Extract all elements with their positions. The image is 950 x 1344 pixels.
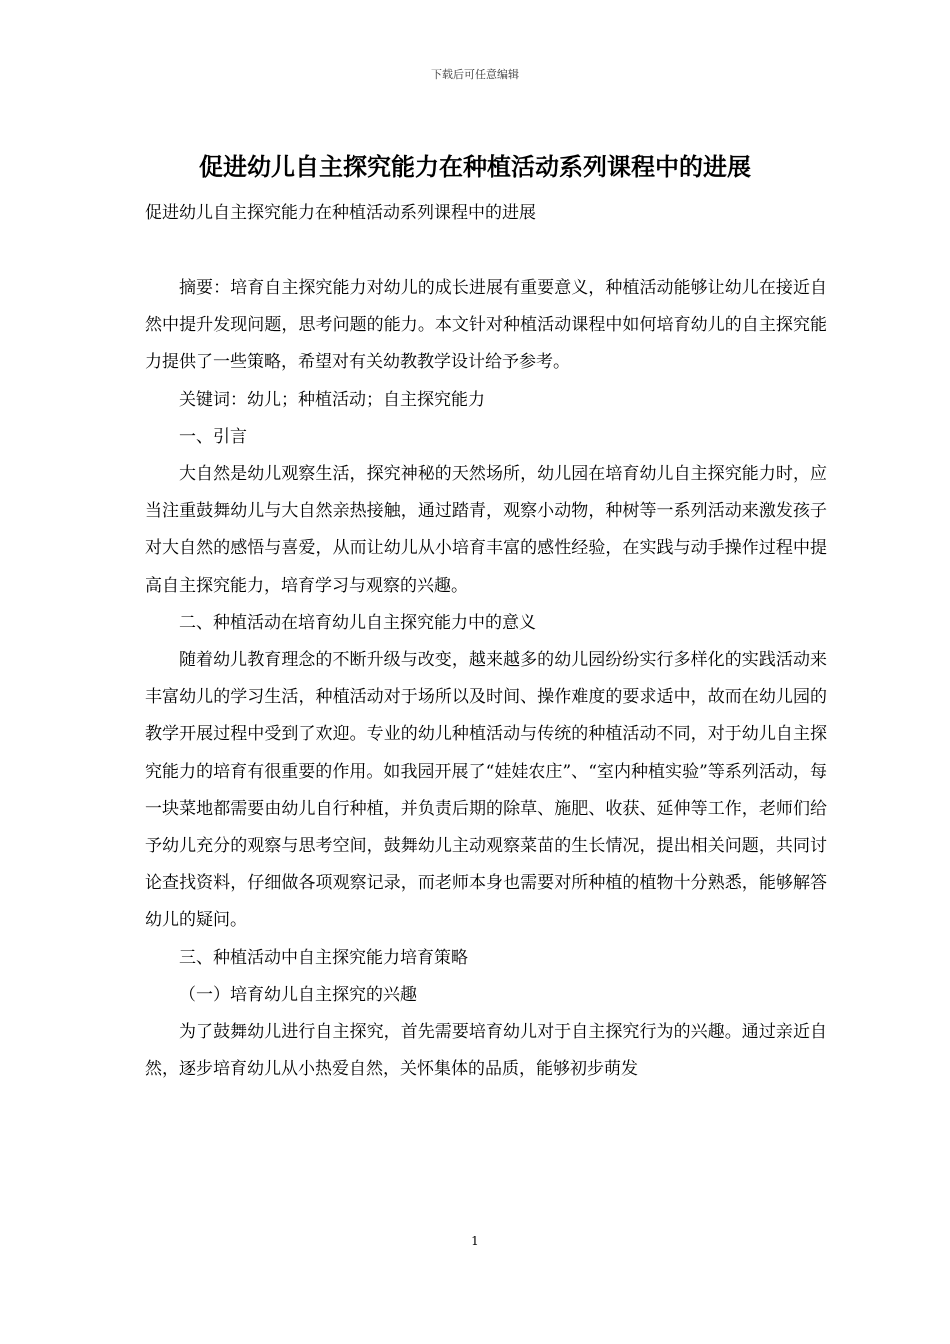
- body-paragraph: 大自然是幼儿观察生活，探究神秘的天然场所，幼儿园在培育幼儿自主探究能力时，应当注重鼓舞幼儿与大自然亲热接触，通过踏青，观察小动物，种树等一系列活动来激发孩子对大自然的感悟与喜爱，从而让幼儿从小培育丰富的感性经验，在实践与动手操作过程中提高自主探究能力，培育学习与观察的兴趣。: [145, 464, 827, 596]
- document-body: [145, 270, 827, 1088]
- keywords-paragraph: 关键词：幼儿；种植活动；自主探究能力: [179, 389, 485, 410]
- body-paragraph: 为了鼓舞幼儿进行自主探究，首先需要培育幼儿对于自主探究行为的兴趣。通过亲近自然，逐步培育幼儿从小热爱自然，关怀集体的品质，能够初步萌发: [145, 1022, 827, 1080]
- document-subtitle: 促进幼儿自主探究能力在种植活动系列课程中的进展: [145, 203, 536, 223]
- page-header: 下载后可任意编辑: [431, 68, 519, 81]
- section-heading-strategies: 三、种植活动中自主探究能力培育策略: [179, 947, 468, 968]
- section-heading-significance: 二、种植活动在培育幼儿自主探究能力中的意义: [179, 612, 536, 633]
- body-paragraph: 随着幼儿教育理念的不断升级与改变，越来越多的幼儿园纷纷实行多样化的实践活动来丰富幼儿的学习生活，种植活动对于场所以及时间、操作难度的要求适中，故而在幼儿园的教学开展过程中受到了欢迎。专业的幼儿种植活动与传统的种植活动不同，对于幼儿自主探究能力的培育有很重要的作用。如我园开展了“娃娃农庄”、“室内种植实验”等系列活动，每一块菜地都需要由幼儿自行种植，并负责后期的除草、施肥、收获、延伸等工作，老师们给予幼儿充分的观察与思考空间，鼓舞幼儿主动观察菜苗的生长情况，提出相关问题，共同讨论查找资料，仔细做各项观察记录，而老师本身也需要对所种植的植物十分熟悉，能够解答幼儿的疑问。: [145, 650, 827, 931]
- abstract-paragraph: 摘要：培育自主探究能力对幼儿的成长进展有重要意义，种植活动能够让幼儿在接近自然中提升发现问题，思考问题的能力。本文针对种植活动课程中如何培育幼儿的自主探究能力提供了一些策略，希望对有关幼教教学设计给予参考。: [145, 278, 827, 373]
- section-heading-introduction: 一、引言: [179, 426, 247, 447]
- page-number: 1: [471, 1234, 479, 1248]
- subsection-heading-interest: （一）培育幼儿自主探究的兴趣: [179, 984, 417, 1005]
- document-title: 促进幼儿自主探究能力在种植活动系列课程中的进展: [199, 152, 751, 181]
